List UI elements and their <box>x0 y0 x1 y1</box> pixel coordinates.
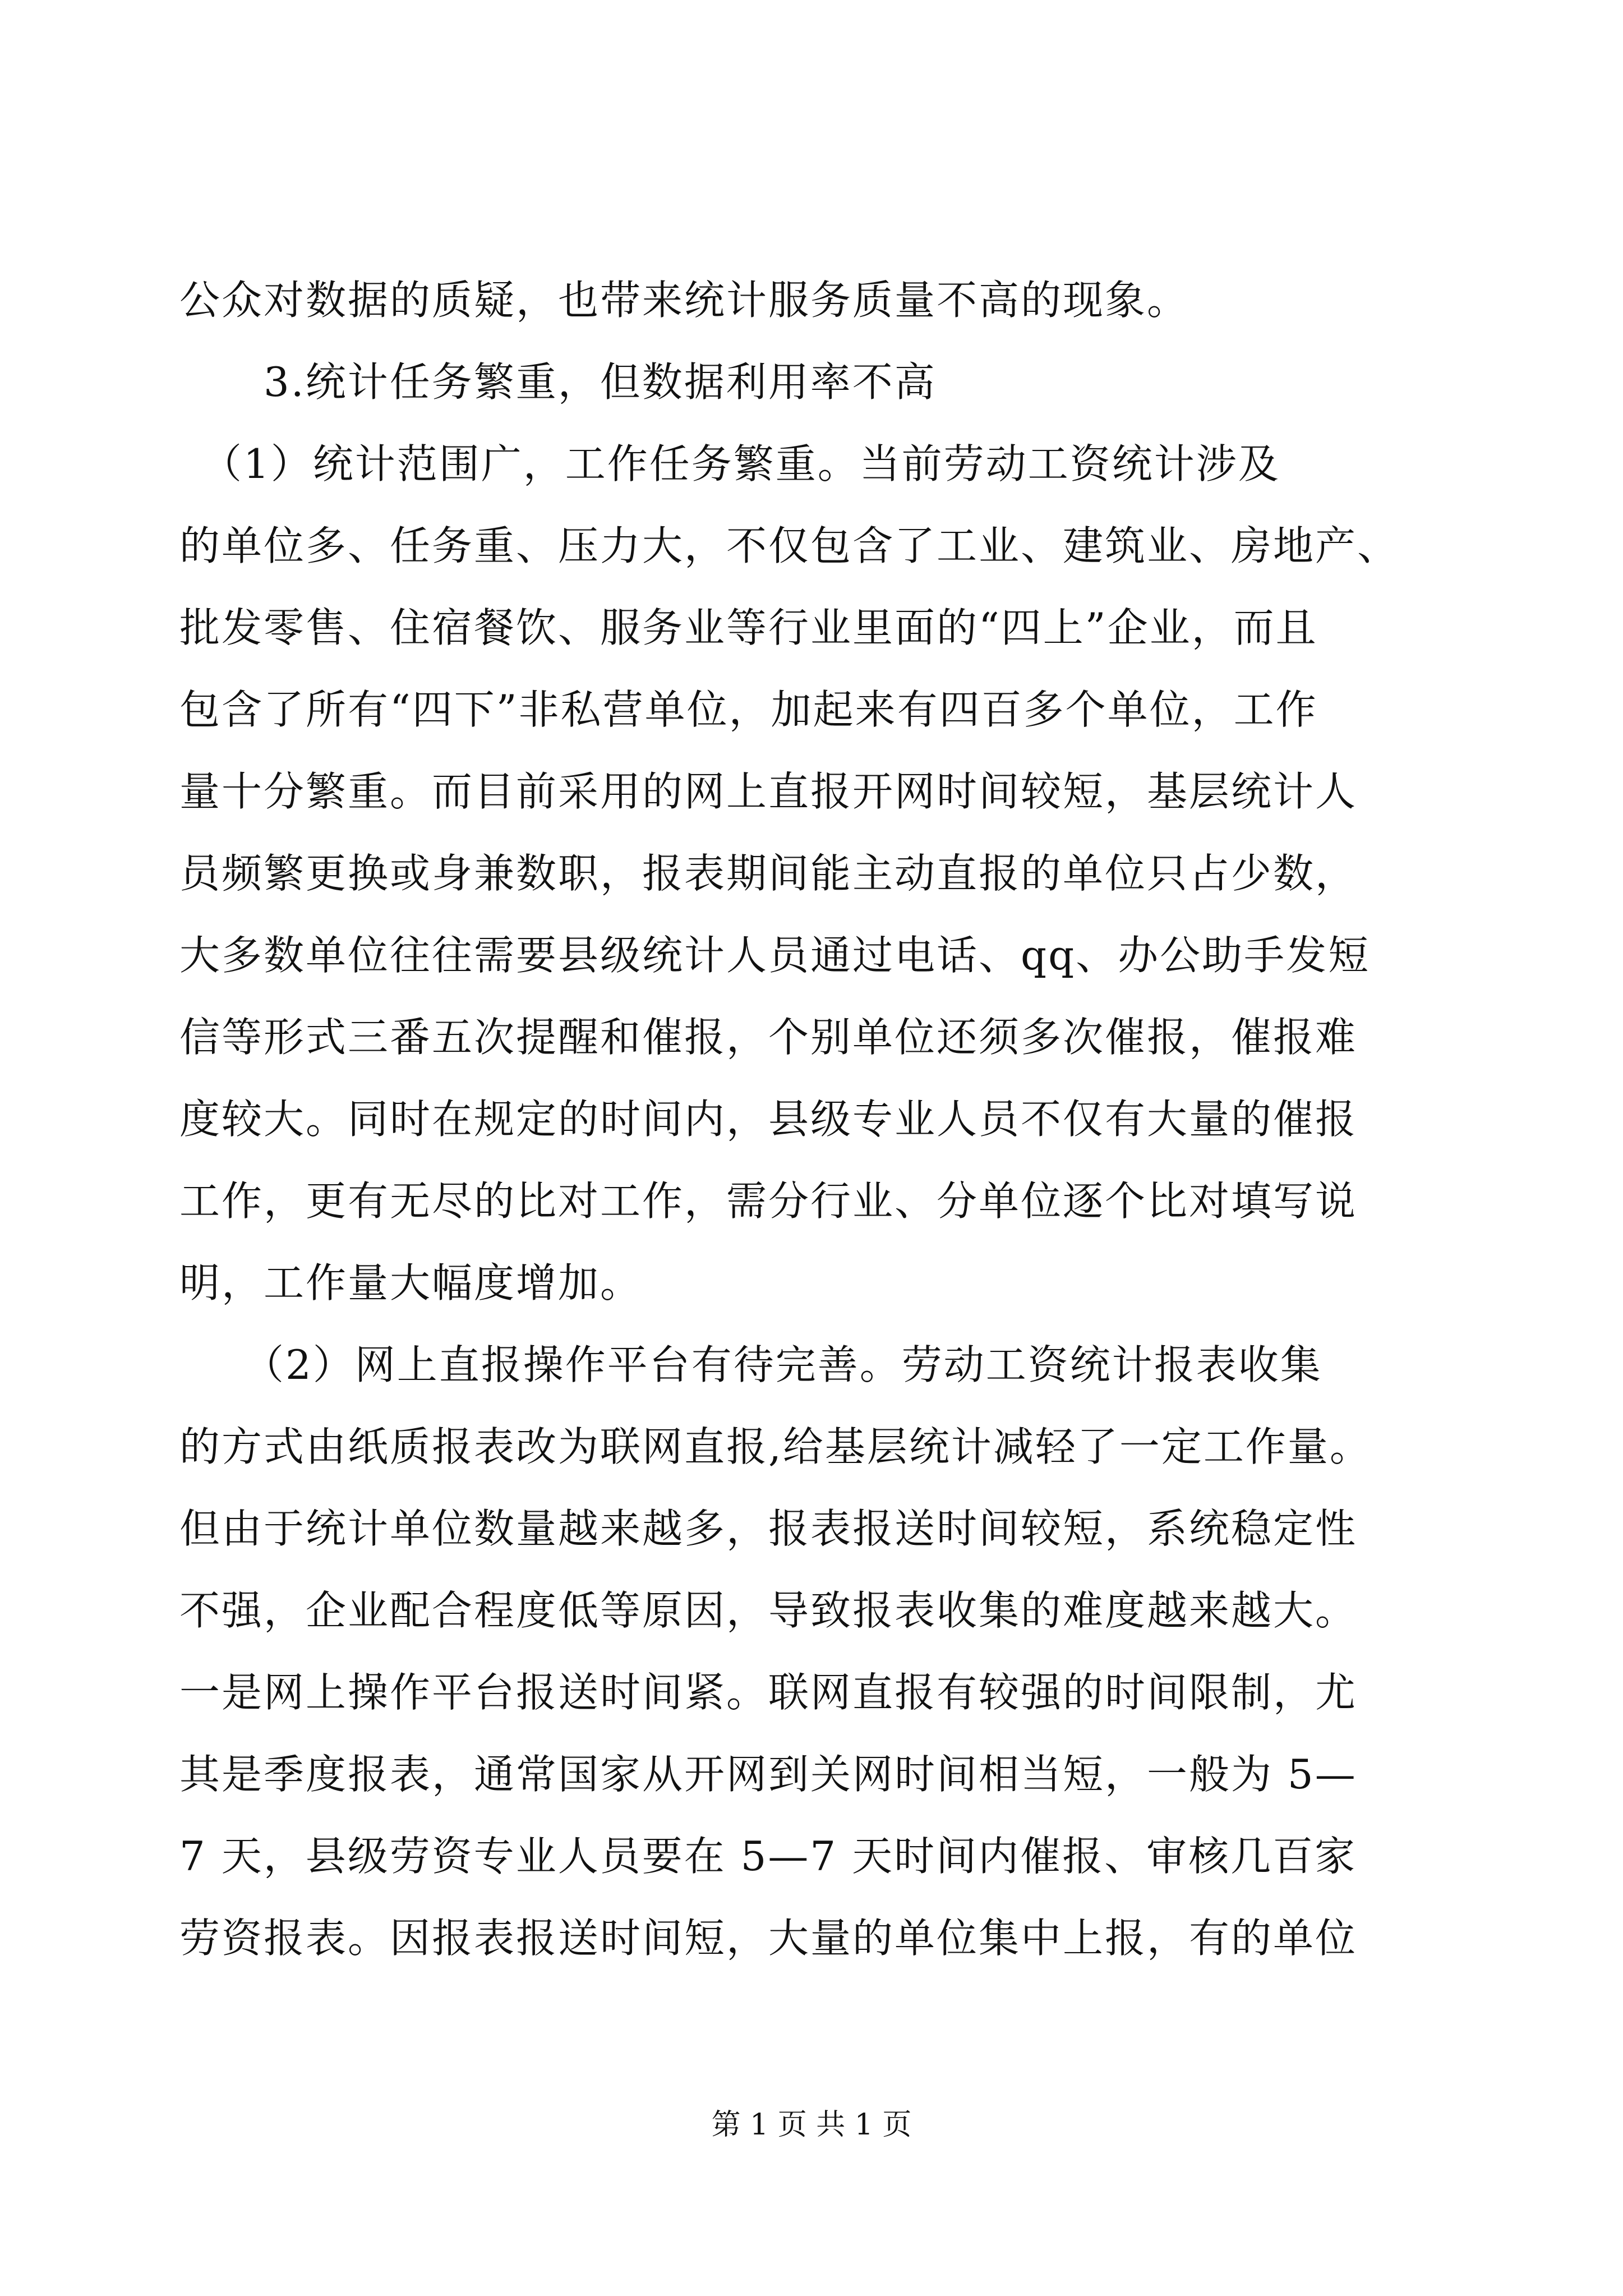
text-line: （2）网上直报操作平台有待完善。劳动工资统计报表收集 <box>179 1341 1322 1388</box>
text-line: 工作，更有无尽的比对工作，需分行业、分单位逐个比对填写说 <box>179 1177 1358 1225</box>
text-line: 信等形式三番五次提醒和催报，个别单位还须多次催报，催报难 <box>179 1014 1358 1061</box>
text-line: 其是季度报表，通常国家从开网到关网时间相当短，一般为 5— <box>179 1751 1357 1798</box>
text-line: 一是网上操作平台报送时间紧。联网直报有较强的时间限制，尤 <box>179 1669 1358 1716</box>
text-line: 大多数单位往往需要县级统计人员通过电话、qq、办公助手发短 <box>179 932 1371 979</box>
text-line: 员频繁更换或身兼数职，报表期间能主动直报的单位只占少数， <box>179 850 1358 897</box>
text-line: 3.统计任务繁重，但数据利用率不高 <box>179 358 937 406</box>
text-line: （1）统计范围广，工作任务繁重。当前劳动工资统计涉及 <box>179 440 1280 487</box>
text-line: 的单位多、任务重、压力大，不仅包含了工业、建筑业、房地产、 <box>179 522 1400 569</box>
document-body <box>179 259 1441 1979</box>
text-line: 量十分繁重。而目前采用的网上直报开网时间较短，基层统计人 <box>179 768 1358 815</box>
text-line: 但由于统计单位数量越来越多，报表报送时间较短，系统稳定性 <box>179 1505 1358 1552</box>
text-line: 包含了所有“四下”非私营单位，加起来有四百多个单位，工作 <box>179 686 1318 733</box>
text-line: 7 天，县级劳资专业人员要在 5—7 天时间内催报、审核几百家 <box>179 1833 1357 1880</box>
text-line: 批发零售、住宿餐饮、服务业等行业里面的“四上”企业，而且 <box>179 604 1318 651</box>
text-line: 度较大。同时在规定的时间内，县级专业人员不仅有大量的催报 <box>179 1096 1358 1143</box>
text-line: 明，工作量大幅度增加。 <box>179 1259 643 1306</box>
text-line: 的方式由纸质报表改为联网直报,给基层统计减轻了一定工作量。 <box>179 1423 1372 1470</box>
text-line: 不强，企业配合程度低等原因，导致报表收集的难度越来越大。 <box>179 1587 1358 1634</box>
page-footer: 第 1 页 共 1 页 <box>711 2108 912 2142</box>
text-line: 劳资报表。因报表报送时间短，大量的单位集中上报，有的单位 <box>179 1915 1358 1962</box>
text-line: 公众对数据的质疑，也带来统计服务质量不高的现象。 <box>179 277 1189 324</box>
